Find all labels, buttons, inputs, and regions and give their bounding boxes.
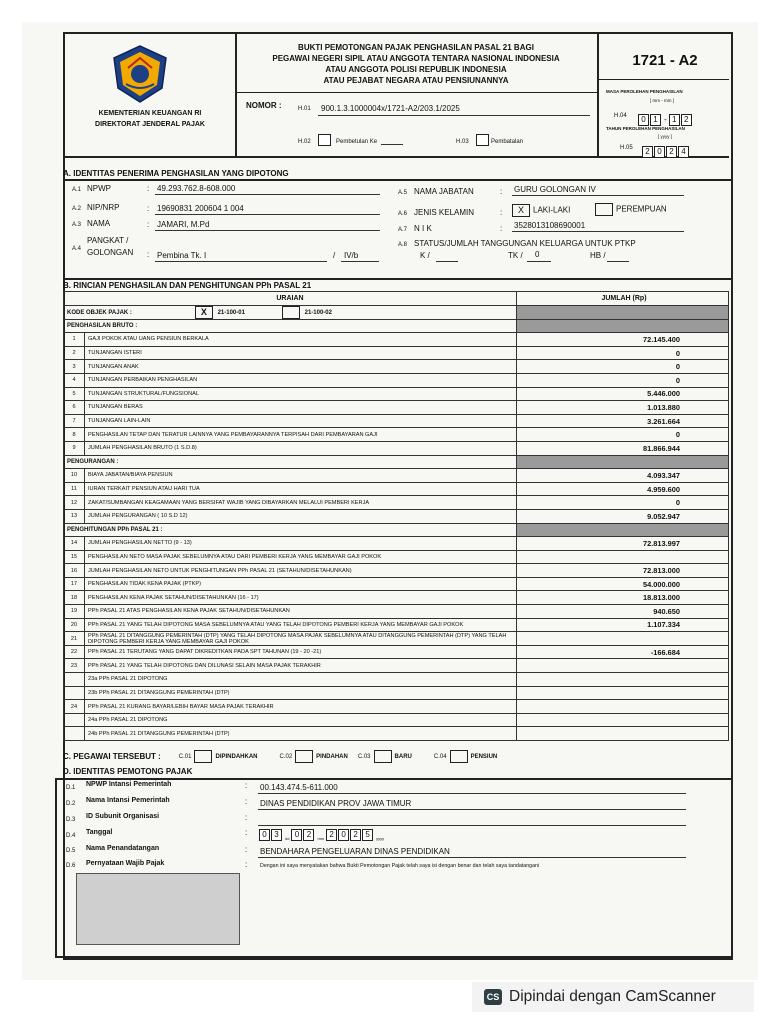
kode-objek-label: KODE OBJEK PAJAK : bbox=[67, 309, 132, 316]
row-number: 10 bbox=[64, 469, 85, 483]
table-row bbox=[64, 686, 729, 700]
nama-value: JAMARI, M.Pd bbox=[157, 220, 210, 229]
row-label: PENGHASILAN NETO MASA PAJAK SEBELUMNYA ATAU DARI PEMBERI KERJA YANG MEMBAYAR GAJI POKOK bbox=[85, 550, 517, 564]
h04-code: H.04 bbox=[614, 113, 627, 119]
pangkat-code: A.4 bbox=[72, 246, 82, 252]
pernyataan-label: Pernyataan Wajib Pajak bbox=[86, 860, 165, 867]
npwp-value: 49.293.762.8-608.000 bbox=[157, 184, 236, 193]
nomor-underline bbox=[318, 115, 590, 116]
jk-male-option[interactable] bbox=[509, 204, 570, 217]
tanggal-colon: : bbox=[245, 828, 248, 837]
row-number: 4 bbox=[64, 373, 85, 387]
penghitungan-header: PENGHITUNGAN PPh PASAL 21 : bbox=[64, 523, 517, 537]
c04-code: C.04 bbox=[433, 753, 447, 760]
row-number: 13 bbox=[64, 509, 85, 523]
table-row bbox=[64, 414, 729, 428]
row-number bbox=[64, 673, 85, 687]
table-row bbox=[64, 618, 729, 632]
table-row bbox=[64, 469, 729, 483]
row-label: PPh PASAL 21 TERUTANG YANG DAPAT DIKREDITKAN PADA SPT TAHUNAN (19 - 20 -21) bbox=[85, 645, 517, 659]
camscanner-icon: CS bbox=[484, 989, 502, 1005]
jk-male-label: LAKI-LAKI bbox=[533, 205, 571, 215]
row-number: 3 bbox=[64, 360, 85, 374]
row-label: JUMLAH PENGHASILAN NETO UNTUK PENGHITUNGAN PPh PASAL 21 (SETAHUN/DISETAHUNKAN) bbox=[85, 564, 517, 578]
table-row bbox=[64, 673, 729, 687]
pemotong-code: D.2 bbox=[66, 801, 76, 807]
row-label: 23b PPh PASAL 21 DITANGGUNG PEMERINTAH (DTP) bbox=[85, 686, 517, 700]
row-number bbox=[64, 713, 85, 727]
row-amount: 1.107.334 bbox=[517, 618, 729, 632]
pembetulan-line bbox=[381, 144, 403, 145]
table-row bbox=[64, 727, 729, 741]
title-line: ATAU PEJABAT NEGARA ATAU PENSIUNANNYA bbox=[323, 76, 509, 85]
row-amount: 72.813.000 bbox=[517, 564, 729, 578]
jk-female-option[interactable] bbox=[592, 203, 667, 216]
bruto-header: PENGHASILAN BRUTO : bbox=[64, 319, 517, 333]
row-number: 19 bbox=[64, 605, 85, 619]
month-sub: mm bbox=[317, 836, 325, 841]
tanggal-label: Tanggal bbox=[86, 829, 113, 836]
tahun-digit: 4 bbox=[678, 146, 689, 158]
table-row bbox=[64, 537, 729, 551]
row-label: PENGHASILAN TIDAK KENA PAJAK (PTKP) bbox=[85, 577, 517, 591]
title-line: PEGAWAI NEGERI SIPIL ATAU ANGGOTA TENTARA NASIONAL INDONESIA bbox=[272, 54, 560, 63]
nama-underline bbox=[155, 230, 380, 231]
row-number: 9 bbox=[64, 441, 85, 455]
rincian-table bbox=[63, 291, 729, 741]
row-amount: 0 bbox=[517, 496, 729, 510]
masa-from-digit: 0 bbox=[638, 114, 649, 126]
row-amount: 5.446.000 bbox=[517, 387, 729, 401]
kode-objek-row bbox=[64, 305, 729, 319]
pindahan-label: PINDAHAN bbox=[316, 753, 348, 760]
row-label: JUMLAH PENGURANGAN ( 10 S.D 12) bbox=[85, 509, 517, 523]
nomor-label: NOMOR : bbox=[246, 101, 282, 110]
pengurangan-header: PENGURANGAN : bbox=[64, 455, 517, 469]
form-title bbox=[240, 42, 592, 86]
row-number: 24 bbox=[64, 700, 85, 714]
row-label: PENGHASILAN TETAP DAN TERATUR LAINNYA YANG PEMBAYARANNYA TERPISAH DARI PEMBAYARAN GAJI bbox=[85, 428, 517, 442]
row-number: 16 bbox=[64, 564, 85, 578]
table-row bbox=[64, 659, 729, 673]
row-amount bbox=[517, 713, 729, 727]
row-label: 24b PPh PASAL 21 DITANGGUNG PEMERINTAH (DTP) bbox=[85, 727, 517, 741]
row-number: 14 bbox=[64, 537, 85, 551]
row-label: TUNJANGAN LAIN-LAIN bbox=[85, 414, 517, 428]
tahun-field[interactable] bbox=[642, 141, 690, 159]
row-amount bbox=[517, 727, 729, 741]
day-sub: dd bbox=[285, 836, 290, 841]
pemotong-label: Nama Intansi Pemerintah bbox=[86, 797, 170, 804]
row-number: 8 bbox=[64, 428, 85, 442]
row-label: TUNJANGAN STRUKTURAL/FUNGSIONAL bbox=[85, 387, 517, 401]
penandatangan-label: Nama Penandatangan bbox=[86, 845, 160, 852]
tahun-sub: [ yyyy ] bbox=[658, 134, 673, 139]
row-label: PPh PASAL 21 DITANGGUNG PEMERINTAH (DTP) YANG TELAH DIPOTONG MASA PAJAK SEBELUMNYA ATAU DITANGGUNG PEMERINTAH (DTP) YANG TELAH DIPOTONG PEMBERI KERJA YANG MEMBAYAR GAJI POKOK bbox=[85, 632, 517, 646]
pembetulan-checkbox[interactable] bbox=[318, 134, 331, 146]
baru-checkbox[interactable] bbox=[374, 750, 392, 763]
code-rule bbox=[599, 79, 729, 80]
title-line: ATAU ANGGOTA POLISI REPUBLIK INDONESIA bbox=[325, 65, 507, 74]
pengurangan-shade bbox=[517, 455, 729, 469]
row-label: PENGHASILAN KENA PAJAK SETAHUN/DISETAHUNKAN (16 - 17) bbox=[85, 591, 517, 605]
pemotong-underline bbox=[258, 809, 686, 810]
table-row bbox=[64, 591, 729, 605]
day-digit: 0 bbox=[259, 829, 270, 841]
jk-male-checkbox[interactable]: X bbox=[512, 204, 530, 217]
kode-objek-cell bbox=[64, 305, 517, 319]
pemotong-code: D.1 bbox=[66, 785, 76, 791]
pemotong-colon: : bbox=[245, 813, 248, 822]
row-number: 11 bbox=[64, 482, 85, 496]
jk-code: A.6 bbox=[398, 211, 408, 217]
pernyataan-value: Dengan ini saya menyatakan bahwa Bukti Pemotongan Pajak telah saya isi dengan benar dan telah saya tandatangani bbox=[260, 863, 540, 869]
tk-label: TK / bbox=[508, 251, 523, 260]
bruto-header-row bbox=[64, 319, 729, 333]
table-row bbox=[64, 360, 729, 374]
row-number: 20 bbox=[64, 618, 85, 632]
npwp-code: A.1 bbox=[72, 187, 82, 193]
table-row bbox=[64, 333, 729, 347]
row-amount bbox=[517, 673, 729, 687]
h02-code: H.02 bbox=[298, 139, 311, 145]
row-label: 23a PPh PASAL 21 DIPOTONG bbox=[85, 673, 517, 687]
row-amount: 9.052.947 bbox=[517, 509, 729, 523]
golongan-value: IV/b bbox=[344, 251, 359, 260]
section-d-title: D. IDENTITAS PEMOTONG PAJAK bbox=[63, 767, 193, 776]
tahun-digit: 0 bbox=[654, 146, 665, 158]
table-row bbox=[64, 482, 729, 496]
row-amount: 4.959.600 bbox=[517, 482, 729, 496]
pangkat-underline bbox=[155, 261, 327, 262]
penandatangan-underline bbox=[258, 857, 686, 858]
year-sub: yyyy bbox=[376, 836, 385, 841]
pangkat-value: Pembina Tk. I bbox=[157, 251, 207, 260]
table-row bbox=[64, 605, 729, 619]
row-amount: 0 bbox=[517, 373, 729, 387]
pangkat-colon: : bbox=[147, 250, 150, 259]
jk-colon: : bbox=[500, 208, 503, 217]
kode-2-checkbox[interactable] bbox=[282, 306, 300, 319]
pembatalan-checkbox[interactable] bbox=[476, 134, 489, 146]
pernyataan-code: D.6 bbox=[66, 863, 76, 869]
row-number: 22 bbox=[64, 645, 85, 659]
row-number: 1 bbox=[64, 333, 85, 347]
row-label: TUNJANGAN ANAK bbox=[85, 360, 517, 374]
title-line: BUKTI PEMOTONGAN PAJAK PENGHASILAN PASAL 21 BAGI bbox=[298, 43, 534, 52]
masa-from-digit: 1 bbox=[650, 114, 661, 126]
pemotong-underline bbox=[258, 825, 686, 826]
jk-label: JENIS KELAMIN bbox=[414, 208, 475, 217]
table-row bbox=[64, 645, 729, 659]
table-row bbox=[64, 441, 729, 455]
row-number bbox=[64, 686, 85, 700]
masa-to-digit: 2 bbox=[681, 114, 692, 126]
row-number: 23 bbox=[64, 659, 85, 673]
table-row bbox=[64, 577, 729, 591]
jk-female-label: PEREMPUAN bbox=[616, 204, 667, 214]
jabatan-label: NAMA JABATAN bbox=[414, 187, 474, 196]
nip-colon: : bbox=[147, 204, 150, 213]
row-number bbox=[64, 727, 85, 741]
table-row bbox=[64, 428, 729, 442]
row-number: 12 bbox=[64, 496, 85, 510]
bruto-rows bbox=[64, 333, 729, 455]
camscanner-text: Dipindai dengan CamScanner bbox=[509, 988, 716, 1005]
ptkp-label: STATUS/JUMLAH TANGGUNGAN KELUARGA UNTUK PTKP bbox=[414, 239, 636, 248]
nik-colon: : bbox=[500, 224, 503, 233]
pemotong-code: D.3 bbox=[66, 817, 76, 823]
row-label: PPh PASAL 21 YANG TELAH DIPOTONG DAN DILUNASI SELAIN MASA PAJAK TERAKHIR bbox=[85, 659, 517, 673]
row-amount: 4.093.347 bbox=[517, 469, 729, 483]
nomor-value: 900.1.3.1000004x/1721-A2/203.1/2025 bbox=[321, 104, 460, 113]
camscanner-footer bbox=[472, 982, 754, 1012]
h01-code: H.01 bbox=[298, 106, 311, 112]
jabatan-code: A.5 bbox=[398, 190, 408, 196]
npwp-label: NPWP bbox=[87, 184, 111, 193]
pindahan-checkbox[interactable] bbox=[295, 750, 313, 763]
table-row bbox=[64, 496, 729, 510]
table-row bbox=[64, 373, 729, 387]
row-amount: 1.013.880 bbox=[517, 401, 729, 415]
pemotong-label: ID Subunit Organisasi bbox=[86, 813, 160, 820]
hb-label: HB / bbox=[590, 251, 606, 260]
form-code: 1721 - A2 bbox=[632, 52, 698, 69]
row-label: BIAYA JABATAN/BIAYA PENSIUN bbox=[85, 469, 517, 483]
nama-colon: : bbox=[147, 220, 150, 229]
jabatan-value: GURU GOLONGAN IV bbox=[514, 185, 596, 194]
penghitungan-rows bbox=[64, 537, 729, 741]
kode-1-label: 21-100-01 bbox=[217, 309, 245, 316]
row-number: 2 bbox=[64, 346, 85, 360]
c01-code: C.01 bbox=[178, 753, 192, 760]
row-number: 15 bbox=[64, 550, 85, 564]
row-amount bbox=[517, 550, 729, 564]
masa-to-digit: 1 bbox=[669, 114, 680, 126]
row-label: PPh PASAL 21 ATAS PENGHASILAN KENA PAJAK SETAHUN/DISETAHUNKAN bbox=[85, 605, 517, 619]
table-row bbox=[64, 700, 729, 714]
row-number: 17 bbox=[64, 577, 85, 591]
jumlah-header: JUMLAH (Rp) bbox=[517, 292, 729, 306]
nik-label: N I K bbox=[414, 224, 432, 233]
pensiun-checkbox[interactable] bbox=[450, 750, 468, 763]
row-label: 24a PPh PASAL 21 DIPOTONG bbox=[85, 713, 517, 727]
row-amount: 81.866.944 bbox=[517, 441, 729, 455]
pensiun-label: PENSIUN bbox=[470, 753, 498, 760]
month-digit: 0 bbox=[291, 829, 302, 841]
nip-code: A.2 bbox=[72, 206, 82, 212]
pembetulan-label: Pembetulan Ke bbox=[336, 139, 378, 145]
nama-label: NAMA bbox=[87, 219, 111, 228]
pemotong-value: 00.143.474.5-611.000 bbox=[260, 783, 338, 792]
nik-code: A.7 bbox=[398, 227, 408, 233]
pernyataan-colon: : bbox=[245, 860, 248, 869]
pemotong-colon: : bbox=[245, 797, 248, 806]
row-number: 18 bbox=[64, 591, 85, 605]
row-label: ZAKAT/SUMBANGAN KEAGAMAAN YANG BERSIFAT WAJIB YANG DIBAYARKAN MELALUI PEMBERI KERJA bbox=[85, 496, 517, 510]
table-row bbox=[64, 346, 729, 360]
nip-underline bbox=[155, 214, 380, 215]
hb-underline bbox=[607, 261, 629, 262]
pengurangan-rows bbox=[64, 469, 729, 523]
row-label: TUNJANGAN BERAS bbox=[85, 401, 517, 415]
header-bottom-rule bbox=[63, 156, 729, 158]
table-row bbox=[64, 509, 729, 523]
row-label: JUMLAH PENGHASILAN NETTO (9 - 13) bbox=[85, 537, 517, 551]
row-label: TUNJANGAN PERBAIKAN PENGHASILAN bbox=[85, 373, 517, 387]
tk-value: 0 bbox=[535, 250, 540, 259]
masa-label: MASA PEROLEHAN PENGHASILAN bbox=[606, 89, 683, 94]
tahun-digit: 2 bbox=[666, 146, 677, 158]
year-digit: 0 bbox=[338, 829, 349, 841]
table-row bbox=[64, 550, 729, 564]
row-amount: 72.813.997 bbox=[517, 537, 729, 551]
row-amount: 54.000.000 bbox=[517, 577, 729, 591]
section-a-title: A. IDENTITAS PENERIMA PENGHASILAN YANG DIPOTONG bbox=[63, 169, 289, 178]
penandatangan-value: BENDAHARA PENGELUARAN DINAS PENDIDIKAN bbox=[260, 847, 450, 856]
nip-value: 19690831 200604 1 004 bbox=[157, 204, 244, 213]
jabatan-underline bbox=[512, 195, 684, 196]
penghitungan-shade bbox=[517, 523, 729, 537]
penandatangan-code: D.5 bbox=[66, 848, 76, 854]
pangkat-label: PANGKAT / bbox=[87, 236, 129, 245]
uraian-header: URAIAN bbox=[64, 292, 517, 306]
kode-1-checkbox[interactable]: X bbox=[195, 306, 213, 319]
nama-code: A.3 bbox=[72, 222, 82, 228]
tahun-digit: 2 bbox=[642, 146, 653, 158]
row-amount: 0 bbox=[517, 428, 729, 442]
year-digit: 2 bbox=[350, 829, 361, 841]
penandatangan-colon: : bbox=[245, 845, 248, 854]
k-underline bbox=[436, 261, 458, 262]
tanggal-field[interactable] bbox=[259, 829, 384, 841]
table-row bbox=[64, 713, 729, 727]
row-amount bbox=[517, 632, 729, 646]
table-row bbox=[64, 387, 729, 401]
baru-label: BARU bbox=[394, 753, 412, 760]
jk-female-checkbox[interactable] bbox=[595, 203, 613, 216]
table-row bbox=[64, 632, 729, 646]
row-amount: 18.813.000 bbox=[517, 591, 729, 605]
signature-box bbox=[76, 873, 240, 945]
c02-code: C.02 bbox=[279, 753, 293, 760]
row-amount: 940.650 bbox=[517, 605, 729, 619]
golongan-slash: / bbox=[333, 251, 336, 260]
title-rule bbox=[235, 92, 597, 93]
pemotong-colon: : bbox=[245, 781, 248, 790]
rincian-header-row bbox=[64, 292, 729, 306]
tk-underline bbox=[527, 261, 551, 262]
row-amount bbox=[517, 659, 729, 673]
masa-field[interactable] bbox=[638, 109, 693, 127]
row-amount bbox=[517, 700, 729, 714]
bruto-shade bbox=[517, 319, 729, 333]
ministry-logo-icon bbox=[110, 44, 170, 104]
tahun-label: TAHUN PEROLEHAN PENGHASILAN bbox=[606, 126, 685, 131]
row-amount: 3.261.664 bbox=[517, 414, 729, 428]
tanggal-code: D.4 bbox=[66, 833, 76, 839]
kode-2-label: 21-100-02 bbox=[304, 309, 332, 316]
ptkp-code: A.8 bbox=[398, 242, 408, 248]
day-digit: 3 bbox=[271, 829, 282, 841]
row-label: GAJI POKOK ATAU UANG PENSIUN BERKALA bbox=[85, 333, 517, 347]
npwp-colon: : bbox=[147, 184, 150, 193]
golongan-label: GOLONGAN bbox=[87, 248, 134, 257]
row-number: 21 bbox=[64, 632, 85, 646]
nip-label: NIP/NRP bbox=[87, 203, 120, 212]
row-label: PPh PASAL 21 YANG TELAH DIPOTONG MASA SEBELUMNYA ATAU YANG TELAH DIPOTONG PEMBERI KERJA YANG MEMBAYAR GAJI POKOK bbox=[85, 618, 517, 632]
row-amount bbox=[517, 686, 729, 700]
ministry-line-2: DIREKTORAT JENDERAL PAJAK bbox=[95, 121, 205, 128]
year-digit: 2 bbox=[326, 829, 337, 841]
row-number: 7 bbox=[64, 414, 85, 428]
row-amount: -166.684 bbox=[517, 645, 729, 659]
npwp-underline bbox=[155, 194, 380, 195]
jabatan-colon: : bbox=[500, 187, 503, 196]
row-label: JUMLAH PENGHASILAN BRUTO (1 S.D.8) bbox=[85, 441, 517, 455]
nik-underline bbox=[512, 231, 684, 232]
dipindahkan-checkbox[interactable] bbox=[194, 750, 212, 763]
pemotong-label: NPWP Intansi Pemerintah bbox=[86, 781, 172, 788]
row-amount: 0 bbox=[517, 360, 729, 374]
pengurangan-header-row bbox=[64, 455, 729, 469]
row-number: 6 bbox=[64, 401, 85, 415]
row-label: IURAN TERKAIT PENSIUN ATAU HARI TUA bbox=[85, 482, 517, 496]
pemotong-underline bbox=[258, 793, 686, 794]
nik-value: 3528013108690001 bbox=[514, 221, 586, 230]
table-row bbox=[64, 401, 729, 415]
pembatalan-label: Pembatalan bbox=[491, 139, 524, 145]
section-c-title: C. PEGAWAI TERSEBUT : bbox=[63, 752, 161, 761]
ministry-line-1: KEMENTERIAN KEUANGAN RI bbox=[98, 110, 202, 117]
table-row bbox=[64, 564, 729, 578]
row-number: 5 bbox=[64, 387, 85, 401]
header-divider bbox=[597, 32, 599, 156]
row-amount: 72.145.400 bbox=[517, 333, 729, 347]
masa-dash: - bbox=[664, 115, 667, 124]
c03-code: C.03 bbox=[357, 753, 371, 760]
row-amount: 0 bbox=[517, 346, 729, 360]
pemotong-value: DINAS PENDIDIKAN PROV JAWA TIMUR bbox=[260, 799, 412, 808]
golongan-underline bbox=[341, 261, 379, 262]
section-b-title: B. RINCIAN PENGHASILAN DAN PENGHITUNGAN PPh PASAL 21 bbox=[63, 281, 312, 290]
row-label: PPh PASAL 21 KURANG BAYAR/LEBIH BAYAR MASA PAJAK TERAKHIR bbox=[85, 700, 517, 714]
jumlah-shade bbox=[517, 305, 729, 319]
section-c-row bbox=[63, 750, 497, 763]
year-digit: 5 bbox=[362, 829, 373, 841]
h03-code: H.03 bbox=[456, 139, 469, 145]
row-label: TUNJANGAN ISTERI bbox=[85, 346, 517, 360]
h05-code: H.05 bbox=[620, 145, 633, 151]
dipindahkan-label: DIPINDAHKAN bbox=[215, 753, 258, 760]
k-label: K / bbox=[420, 251, 430, 260]
month-digit: 2 bbox=[303, 829, 314, 841]
masa-sub: [ mm - mm ] bbox=[650, 98, 674, 103]
penghitungan-header-row bbox=[64, 523, 729, 537]
